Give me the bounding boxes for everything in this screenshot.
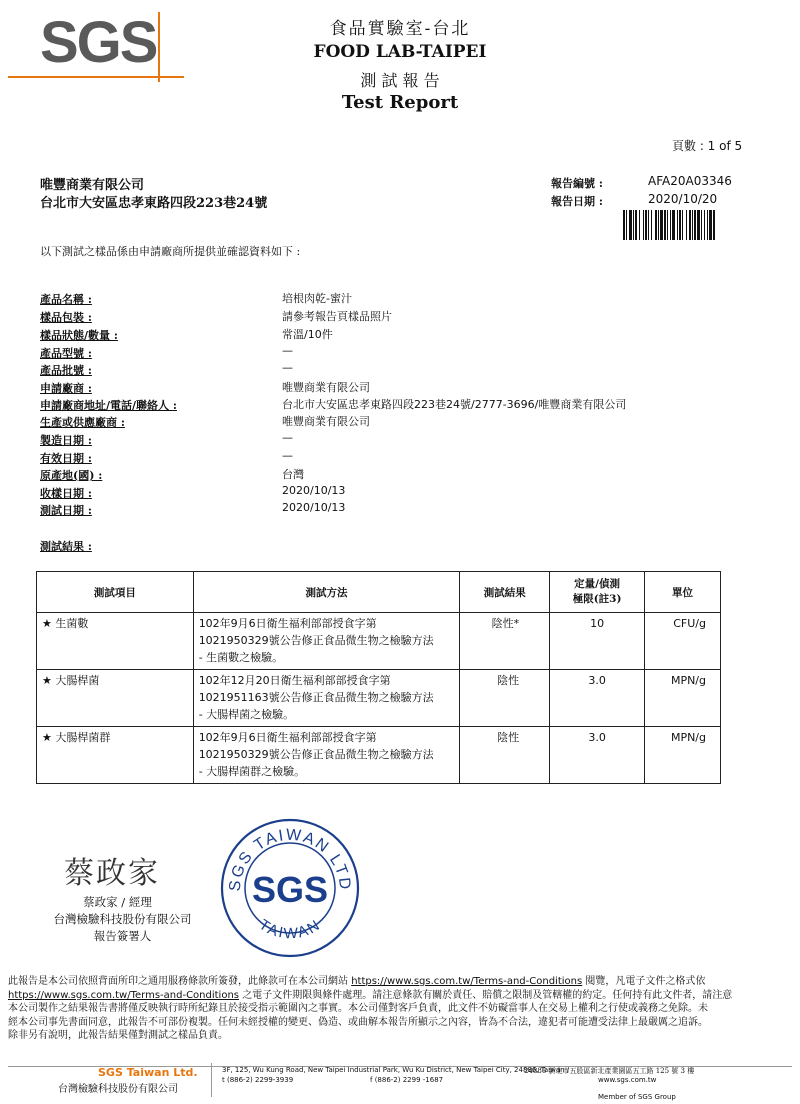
- info-value: 台灣: [282, 468, 304, 481]
- footer-company-zh: 台灣檢驗科技股份有限公司: [58, 1084, 178, 1095]
- header-test-method: 測試方法: [193, 572, 460, 613]
- info-value: —: [282, 344, 293, 357]
- table-row: [37, 670, 721, 727]
- info-label: 生產或供應廠商 :: [40, 416, 125, 429]
- barcode-bar: [660, 210, 663, 240]
- disclaimer-line4: 經本公司事先書面同意，此報告不可部份複製。任何未經授權的變更、偽造、或曲解本報告所顯示之內容，皆為不合法，違犯者可能遭受法律上最嚴厲之追訴。: [8, 1016, 708, 1028]
- method-line: 1021951163號公告修正食品微生物之檢驗方法: [198, 691, 434, 704]
- info-value: 常溫/10件: [282, 328, 333, 341]
- logo-divider: [158, 12, 160, 82]
- seal-top-text: SGS TAIWAN LTD: [226, 826, 354, 893]
- cell-test-method: [193, 727, 460, 784]
- cell-test-item: ★ 大腸桿菌群: [37, 727, 194, 784]
- footer-address-en: 3F, 125, Wu Kung Road, New Taipei Industrial Park, Wu Ku District, New Taipei City, 24886, Taiwan /: [222, 1066, 570, 1074]
- barcode-bar: [635, 210, 637, 240]
- barcode-bar: [704, 210, 705, 240]
- handwritten-signature: 蔡政家: [64, 856, 160, 891]
- barcode-bar: [707, 210, 708, 240]
- client-address: 台北市大安區忠孝東路四段223巷24號: [40, 196, 268, 211]
- cell-unit: MPN/g: [645, 670, 721, 727]
- barcode-bar: [645, 210, 647, 240]
- info-value: 唯豐商業有限公司: [282, 381, 370, 394]
- lab-title-en: FOOD LAB-TAIPEI: [313, 42, 487, 62]
- barcode-bar: [672, 210, 675, 240]
- report-number-label: 報告編號 :: [551, 177, 603, 190]
- barcode-bar: [667, 210, 668, 240]
- report-number: AFA20A03346: [648, 174, 732, 188]
- signatory-company: 台灣檢驗科技股份有限公司: [53, 912, 192, 926]
- cell-test-method: [193, 670, 460, 727]
- table-row: [37, 727, 721, 784]
- table-header-row: [37, 572, 721, 613]
- barcode-bar: [679, 210, 681, 240]
- sgs-logo: SGS: [40, 10, 157, 75]
- method-line: - 大腸桿菌群之檢驗。: [198, 765, 306, 778]
- info-label: 測試日期 :: [40, 504, 92, 517]
- barcode-bar: [697, 210, 700, 240]
- info-value: 2020/10/13: [282, 501, 346, 514]
- method-line: 1021950329號公告修正食品微生物之檢驗方法: [198, 748, 434, 761]
- header-detection-limit: 定量/偵測 極限(註3): [550, 572, 645, 613]
- barcode-bar: [670, 210, 671, 240]
- cell-detection-limit: 3.0: [550, 670, 645, 727]
- results-heading: 測試結果 :: [40, 540, 92, 553]
- info-value: 請參考報告頁樣品照片: [282, 310, 392, 323]
- cell-test-result: 陰性*: [460, 613, 550, 670]
- info-label: 樣品狀態/數量 :: [40, 329, 118, 342]
- barcode-bar: [626, 210, 627, 240]
- disclaimer-line5: 除非另有說明，此報告結果僅對測試之樣品負責。: [8, 1030, 228, 1042]
- barcode-bar: [709, 210, 712, 240]
- sgs-taiwan-seal-icon: [215, 810, 365, 960]
- method-line: - 大腸桿菌之檢驗。: [198, 708, 295, 721]
- terms-link-2[interactable]: https://www.sgs.com.tw/Terms-and-Conditions: [8, 989, 240, 1001]
- method-line: 102年9月6日衛生福利部部授食字第: [198, 617, 377, 630]
- method-line: 102年9月6日衛生福利部部授食字第: [198, 731, 377, 744]
- barcode-bar: [692, 210, 693, 240]
- method-line: 1021950329號公告修正食品微生物之檢驗方法: [198, 634, 434, 647]
- barcode-bar: [639, 210, 640, 240]
- barcode-bar: [686, 210, 687, 240]
- signatory-role: 報告簽署人: [93, 929, 152, 943]
- footer-fax: f (886-2) 2299 -1687: [370, 1076, 444, 1084]
- header-unit: 單位: [645, 572, 721, 613]
- disclaimer-line3: 本公司製作之結果報告書將僅反映執行時所紀錄且於接受指示範圍內之事實。本公司僅對客戶負責，此文件不妨礙當事人在交易上權利之行使或義務之免除。未: [8, 1003, 708, 1015]
- cell-detection-limit: 3.0: [550, 727, 645, 784]
- footer-member: Member of SGS Group: [598, 1093, 676, 1101]
- barcode-icon: [622, 210, 758, 240]
- barcode-bar: [689, 210, 691, 240]
- page-number: 頁數 : 1 of 5: [672, 139, 743, 153]
- barcode-bar: [664, 210, 666, 240]
- signatory-name-title: 蔡政家 / 經理: [83, 895, 152, 909]
- info-label: 樣品包裝 :: [40, 311, 92, 324]
- footer-web[interactable]: www.sgs.com.tw: [598, 1076, 657, 1084]
- info-label: 申請廠商 :: [40, 382, 92, 395]
- report-title-en: Test Report: [341, 92, 459, 113]
- info-label: 產品型號 :: [40, 347, 92, 360]
- footer-tel: t (886-2) 2299-3939: [222, 1076, 294, 1084]
- method-line: - 生菌數之檢驗。: [198, 651, 284, 664]
- info-value: —: [282, 361, 293, 374]
- cell-detection-limit: 10: [550, 613, 645, 670]
- barcode-bar: [677, 210, 678, 240]
- barcode-bar: [633, 210, 634, 240]
- cell-unit: CFU/g: [645, 613, 721, 670]
- disclaimer-line1-b: 閱覽，凡電子文件之格式依: [582, 976, 706, 987]
- disclaimer-line1-a: 此報告是本公司依照背面所印之通用服務條款所簽發，此條款可在本公司網站: [8, 976, 352, 987]
- client-name: 唯豐商業有限公司: [40, 178, 145, 193]
- info-label: 申請廠商地址/電話/聯絡人 :: [40, 399, 177, 412]
- info-label: 產品名稱 :: [40, 293, 92, 306]
- barcode-bar: [694, 210, 696, 240]
- footer-address-zh: 24886 新北市五股區新北產業園區五工路 125 號 3 樓: [524, 1067, 695, 1075]
- cell-test-result: 陰性: [460, 670, 550, 727]
- barcode-bar: [713, 210, 715, 240]
- info-label: 有效日期 :: [40, 452, 92, 465]
- info-value: 台北市大安區忠孝東路四段223巷24號/2777-3696/唯豐商業有限公司: [282, 398, 627, 411]
- report-date: 2020/10/20: [648, 192, 718, 206]
- footer-company-en: SGS Taiwan Ltd.: [98, 1066, 198, 1079]
- barcode-bar: [648, 210, 649, 240]
- barcode-bar: [658, 210, 659, 240]
- terms-link[interactable]: https://www.sgs.com.tw/Terms-and-Conditions: [351, 976, 583, 987]
- disclaimer-line2-b: 之電子文件期限與條件處理。請注意條款有關於責任、賠償之限制及管轄權的約定。任何持有此文件者，請注意: [239, 989, 733, 1001]
- seal-center-text: SGS: [251, 869, 329, 910]
- barcode-bar: [682, 210, 683, 240]
- info-label: 產品批號 :: [40, 364, 92, 377]
- barcode-bar: [651, 210, 652, 240]
- cell-test-method: [193, 613, 460, 670]
- info-label: 收樣日期 :: [40, 487, 92, 500]
- report-title-zh: 測 試 報 告: [360, 71, 440, 90]
- method-line: 102年12月20日衛生福利部部授食字第: [198, 674, 391, 687]
- header-test-result: 測試結果: [460, 572, 550, 613]
- report-date-label: 報告日期 :: [551, 195, 603, 208]
- info-label: 原產地(國) :: [40, 469, 103, 482]
- cell-test-result: 陰性: [460, 727, 550, 784]
- table-row: [37, 613, 721, 670]
- barcode-bar: [701, 210, 702, 240]
- info-value: 唯豐商業有限公司: [282, 415, 370, 428]
- info-value: —: [282, 431, 293, 444]
- disclaimer: [8, 975, 798, 1043]
- header-test-item: 測試項目: [37, 572, 194, 613]
- info-value: 培根肉乾-蜜汁: [282, 292, 352, 305]
- barcode-bar: [655, 210, 657, 240]
- footer-separator: [211, 1063, 212, 1097]
- barcode-bar: [643, 210, 644, 240]
- svg-text:TAIWAN: [256, 916, 324, 942]
- cell-test-item: ★ 生菌數: [37, 613, 194, 670]
- cell-unit: MPN/g: [645, 727, 721, 784]
- info-value: —: [282, 449, 293, 462]
- lab-title-zh: 食品實驗室-台北: [329, 19, 471, 39]
- info-value: 2020/10/13: [282, 484, 346, 497]
- cell-test-item: ★ 大腸桿菌: [37, 670, 194, 727]
- result-table: [36, 571, 721, 784]
- barcode-bar: [623, 210, 625, 240]
- barcode-bar: [629, 210, 632, 240]
- intro-text: 以下測試之樣品係由申請廠商所提供並確認資料如下 :: [40, 245, 301, 258]
- seal-bottom-text: TAIWAN: [255, 916, 325, 943]
- info-label: 製造日期 :: [40, 434, 92, 447]
